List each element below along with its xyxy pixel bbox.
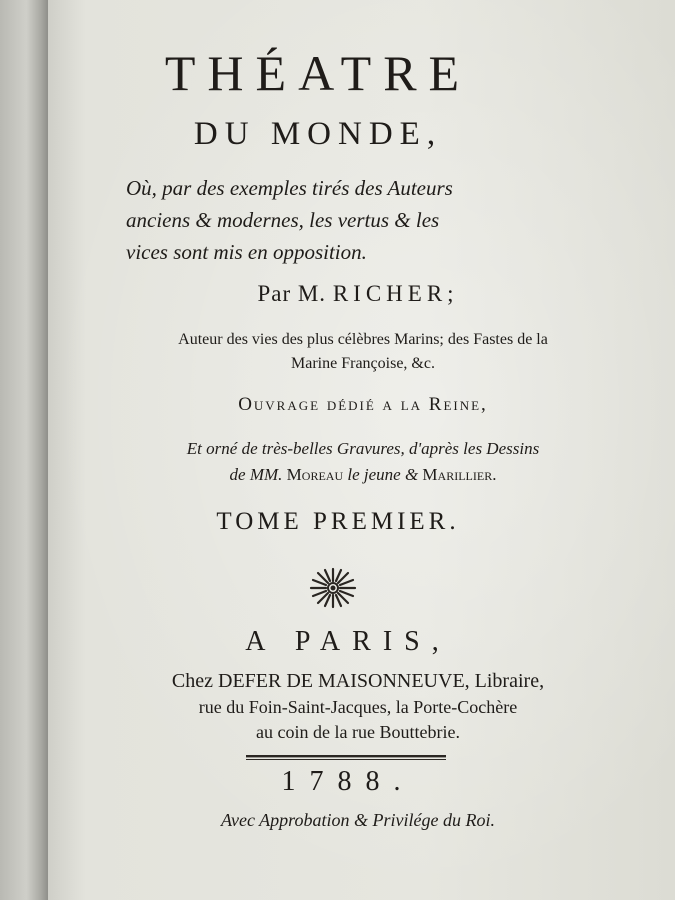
title-page <box>48 0 675 900</box>
artist-marillier: Marillier. <box>422 465 497 484</box>
artist-moreau: Moreau <box>286 465 344 484</box>
publication-year: 1788. <box>281 766 415 797</box>
engravings-line-1: Et orné de très-belles Gravures, d'après les Dessins <box>186 439 540 458</box>
author-credits-line-2: Marine Françoise, &c. <box>291 355 435 372</box>
book-title: THÉATRE <box>164 45 472 101</box>
author-name: RICHER; <box>332 281 459 306</box>
imprint-line-1: Chez DEFER DE MAISONNEUVE, Libraire, <box>171 670 545 692</box>
imprint-city: A PARIS, <box>245 626 451 657</box>
left-page-edge <box>0 0 48 900</box>
double-rule-divider <box>246 755 446 761</box>
engravings-middle: le jeune & <box>347 465 419 484</box>
author-prefix: Par M. <box>257 281 327 306</box>
engravings-prefix: de MM. <box>229 465 283 484</box>
imprint-line-2: rue du Foin-Saint-Jacques, la Porte-Cochère <box>198 697 518 717</box>
floral-ornament-icon <box>308 566 358 610</box>
author-line <box>178 281 538 307</box>
volume-label: TOME PREMIER. <box>216 508 460 535</box>
imprint-line-3: au coin de la rue Bouttebrie. <box>256 722 460 742</box>
tagline-line-2: anciens & modernes, les vertus & les <box>126 208 440 232</box>
tagline-line-3: vices sont mis en opposition. <box>126 240 367 264</box>
book-subtitle: DU MONDE, <box>193 116 443 152</box>
dedication: Ouvrage dédié a la Reine, <box>238 394 488 415</box>
tagline-line-1: Où, par des exemples tirés des Auteurs <box>126 176 453 200</box>
royal-privilege: Avec Approbation & Privilége du Roi. <box>221 810 495 830</box>
engravings-line-2 <box>118 465 608 485</box>
author-credits-line-1: Auteur des vies des plus célèbres Marins; des Fastes de la <box>178 331 548 348</box>
